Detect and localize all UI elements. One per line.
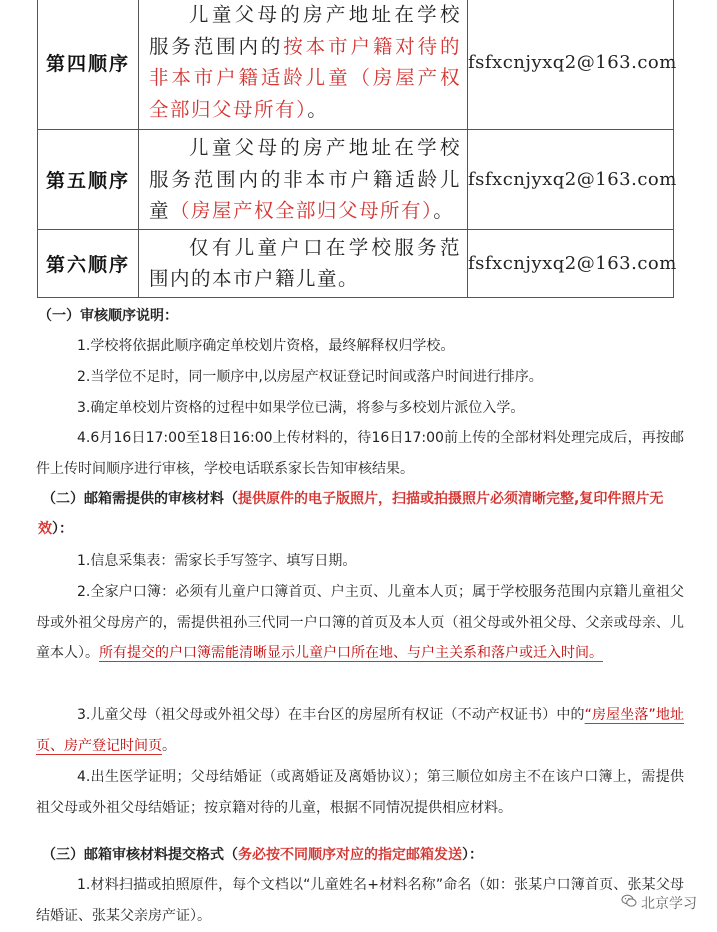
paragraph: 1.学校将依据此顺序确定单校划片资格，最终解释权归学校。 [77,338,455,354]
paragraph: 3.儿童父母（祖父母或外祖父母）在丰台区的房屋所有权证（不动产权证书）中的“房屋坐落”地址页、房产登记时间页。 [36,707,684,754]
section-heading-format: （三）邮箱审核材料提交格式（务必按不同顺序对应的指定邮箱发送）： [42,847,483,863]
watermark-text: 北京学习 [641,896,697,912]
paragraph-highlight: 2.当学位不足时，同一顺序中,以房屋产权证登记时间或落户时间进行排序。 [77,369,543,385]
email-address: fsfxcnjyxq2@163.com [468,229,674,297]
paragraph: 1.材料扫描或拍照原件，每个文档以“儿童姓名+材料名称”命名（如：张某户口簿首页、张某父母结婚证、张某父亲房产证）。 [36,877,684,924]
order-description: 儿童父母的房产地址在学校服务范围内的非本市户籍适龄儿童（房屋产权全部归父母所有）。 [139,130,468,230]
watermark [621,893,697,913]
order-label: 第四顺序 [38,0,139,130]
wechat-icon [621,894,637,912]
paragraph: 4.6月16日17:00至18日16:00上传材料的，待16日17:00前上传的全部材料处理完成后，再按邮件上传时间顺序进行审核，学校电话联系家长告知审核结果。 [36,430,684,477]
table-row [38,229,674,297]
order-label: 第六顺序 [38,229,139,297]
table-row [38,0,674,130]
table-row [38,130,674,230]
paragraph-highlight: 3.确定单校划片资格的过程中如果学位已满，将参与多校划片派位入学。 [77,400,525,416]
highlight-text: 按本市户籍对待的非本市户籍适龄儿童（房屋产权全部归父母所有） [149,34,461,121]
email-address: fsfxcnjyxq2@163.com [468,130,674,230]
order-table [37,0,677,298]
email-address: fsfxcnjyxq2@163.com [468,0,674,130]
paragraph: 1.信息采集表：需家长手写签字、填写日期。 [77,553,357,569]
highlight-text: （房屋产权全部归父母所有） [170,199,434,222]
order-description: 仅有儿童户口在学校服务范围内的本市户籍儿童。 [139,229,468,297]
order-label: 第五顺序 [38,130,139,230]
section-heading-materials: （二）邮箱需提供的审核材料（提供原件的电子版照片，扫描或拍摄照片必须清晰完整,复印件照片无效）： [38,491,664,537]
section-heading-review-order: （一）审核顺序说明： [38,308,178,324]
paragraph: 4.出生医学证明；父母结婚证（或离婚证及离婚协议）；第三顺位如房主不在该户口簿上，需提供祖父母或外祖父母结婚证；按京籍对待的儿童，根据不同情况提供相应材料。 [36,769,684,816]
heading-highlight: 务必按不同顺序对应的指定邮箱发送 [238,847,462,863]
highlight-text: “房屋坐落”地址页、房产登记时间页 [36,707,684,754]
paragraph: 2.全家户口簿：必须有儿童户口簿首页、户主页、儿童本人页；属于学校服务范围内京籍儿童祖父母或外祖父母房产的，需提供祖孙三代同一户口簿的首页及本人页（祖父母或外祖父母、父亲或母亲、儿童本人）。所有提交的户口簿需能清晰显示儿童户口所在地、与户主关系和落户或迁入时间。 [36,584,684,661]
heading-highlight: 提供原件的电子版照片，扫描或拍摄照片必须清晰完整,复印件照片无效 [38,491,664,537]
order-description: 儿童父母的房产地址在学校服务范围内的按本市户籍对待的非本市户籍适龄儿童（房屋产权全部归父母所有）。 [139,0,468,130]
highlight-text: 所有提交的户口簿需能清晰显示儿童户口所在地、与户主关系和落户或迁入时间。 [99,645,603,661]
